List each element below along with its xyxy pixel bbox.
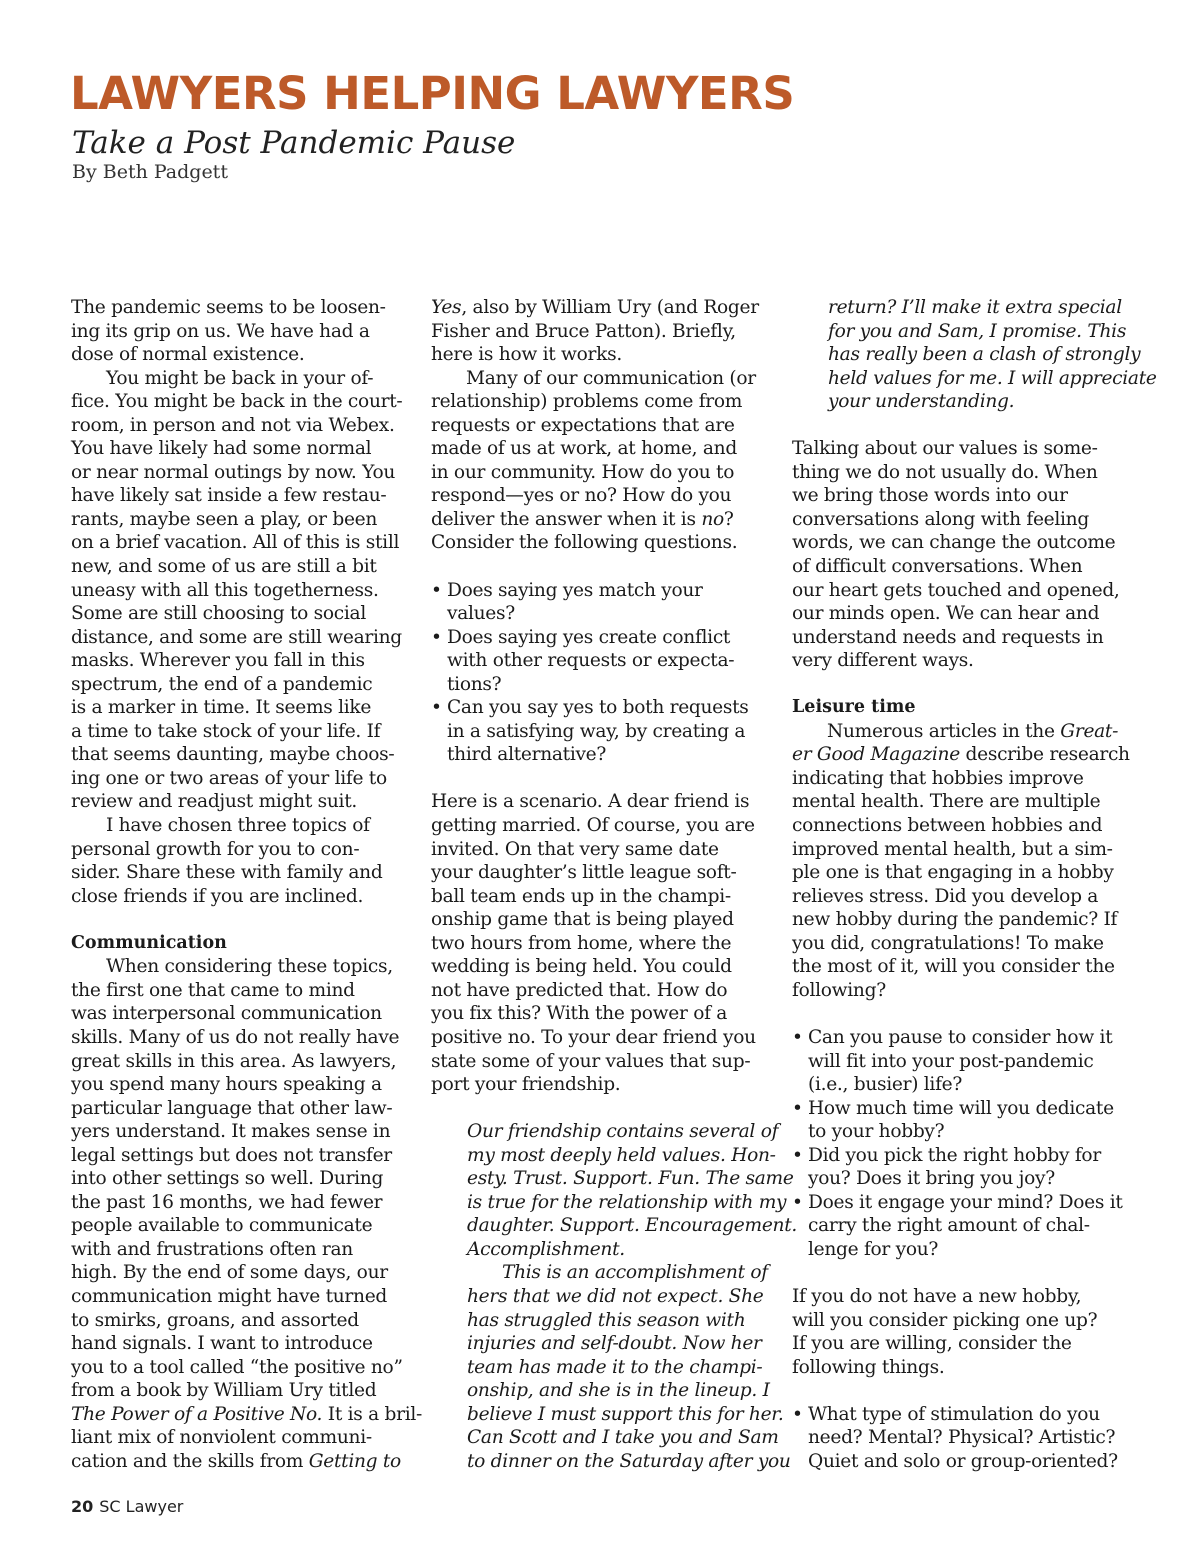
bullet-item: • Can you say yes to both requests: [431, 697, 749, 719]
text-line: for you and Sam, I promise. This: [828, 320, 1127, 342]
paragraph: [71, 1426, 415, 1450]
text-line: our heart gets touched and opened,: [792, 579, 1120, 601]
byline: By Beth Padgett: [72, 161, 228, 183]
text-line: mental health. There are multiple: [792, 791, 1101, 813]
text-line: Consider the following questions.: [431, 532, 738, 554]
text-line: words, we can change the outcome: [792, 532, 1116, 554]
text-line: your daughter’s little league soft-: [431, 862, 737, 884]
bullet-item-continuation: you? Does it bring you joy?: [808, 1168, 1055, 1190]
quote-paragraph: [467, 1285, 791, 1473]
paragraph: [431, 367, 775, 508]
quote-paragraph: [467, 1120, 797, 1261]
bullet-item: • How much time will you dedicate: [792, 1097, 1114, 1119]
text-line: you did, congratulations! To make: [792, 932, 1104, 954]
section-heading-leisure-time: Leisure time: [792, 697, 916, 718]
paragraph: [431, 320, 775, 367]
bullet-item-continuation: will fit into your post-pandemic: [808, 1050, 1094, 1072]
text-line: requests or expectations that are: [431, 414, 735, 436]
text-line: we bring those words into our: [792, 485, 1068, 507]
bullet-icon: •: [792, 1191, 803, 1213]
text-line: you to a tool called “the positive no”: [71, 1356, 403, 1378]
text-line: held values for me. I will appreciate: [828, 367, 1157, 389]
text-line: Numerous articles in the Great-: [827, 720, 1119, 742]
text-line: to dinner on the Saturday after you: [467, 1450, 791, 1472]
text-line: that seems daunting, maybe choos-: [71, 744, 395, 766]
text-line: Fisher and Bruce Patton). Briefly,: [431, 320, 736, 342]
text-line: with and frustrations often ran: [71, 1238, 353, 1260]
text-line: Our friendship contains several of: [467, 1121, 779, 1143]
bullet-item: • Can you pause to consider how it: [792, 1026, 1113, 1048]
text-line: ing its grip on us. We have had a: [71, 320, 370, 342]
text-line: my most deeply held values. Hon-: [467, 1144, 776, 1166]
text-line: skills. Many of us do not really have: [71, 1026, 400, 1048]
text-line: liant mix of nonviolent communi-: [71, 1427, 372, 1449]
text-line: er Good Magazine describe research: [792, 744, 1130, 766]
text-line: Many of our communication (or: [466, 367, 756, 389]
text-line: you fix this? With the power of a: [431, 1003, 728, 1025]
text-line: This is an accomplishment of: [502, 1262, 768, 1284]
text-line: deliver the answer when it is no?: [431, 508, 734, 530]
text-line: daughter. Support. Encouragement.: [467, 1215, 797, 1237]
text-line: hand signals. I want to introduce: [71, 1333, 373, 1355]
text-line: relieves stress. Did you develop a: [792, 885, 1099, 907]
text-line: dose of normal existence.: [71, 344, 305, 366]
block-quote: [792, 296, 1157, 414]
text-line: positive no. To your dear friend you: [431, 1026, 756, 1048]
text-line: hers that we did not expect. She: [467, 1285, 764, 1307]
text-line: relationship) problems come from: [431, 391, 743, 413]
bullet-item: • Did you pick the right hobby for: [792, 1144, 1101, 1166]
text-line: particular language that other law-: [71, 1097, 393, 1119]
bullet-item: • Does saying yes create conflict: [431, 626, 731, 648]
text-line: return? I’ll make it extra special: [828, 297, 1122, 318]
text-line: you spend many hours speaking a: [71, 1074, 382, 1096]
text-line: respond—yes or no? How do you: [431, 485, 732, 507]
text-line: the past 16 months, we had fewer: [71, 1191, 383, 1213]
text-line: state some of your values that sup-: [431, 1050, 751, 1072]
paragraph: [792, 1285, 1136, 1379]
paragraph: [71, 296, 415, 367]
bullet-item-continuation: tions?: [447, 673, 502, 695]
bullet-item-continuation: to your hobby?: [808, 1121, 945, 1143]
text-line: You might be back in your of-: [106, 367, 374, 389]
bullet-item-continuation: lenge for you?: [808, 1238, 939, 1260]
text-line: cation and the skills from Getting to: [71, 1450, 401, 1472]
text-line: the first one that came to mind: [71, 979, 355, 1001]
text-line: onship game that is being played: [431, 909, 734, 931]
text-line: Accomplishment.: [467, 1238, 625, 1260]
text-line: understand needs and requests in: [792, 626, 1104, 648]
bullet-icon: •: [431, 579, 442, 601]
text-line: The Power of a Positive No. It is a bril-: [71, 1403, 422, 1425]
text-line: new, and some of us are still a bit: [71, 556, 377, 578]
text-line: The pandemic seems to be loosen-: [71, 297, 386, 318]
text-line: or near normal outings by now. You: [71, 461, 396, 483]
bullet-item-continuation: in a satisfying way, by creating a: [447, 720, 746, 742]
text-line: injuries and self-doubt. Now her: [467, 1333, 762, 1355]
text-line: personal growth for you to con-: [71, 838, 360, 860]
text-line: have likely sat inside a few restau-: [71, 485, 387, 507]
text-line: conversations along with feeling: [792, 508, 1089, 530]
bullet-item-continuation: need? Mental? Physical? Artistic?: [808, 1427, 1116, 1449]
bullet-item: • What type of stimulation do you: [792, 1403, 1100, 1425]
bullet-item: • Does it engage your mind? Does it: [792, 1191, 1123, 1213]
text-line: ing one or two areas of your life to: [71, 767, 387, 789]
text-line: on a brief vacation. All of this is still: [71, 532, 400, 554]
page-title: LAWYERS HELPING LAWYERS: [70, 67, 795, 120]
text-line: When considering these topics,: [106, 956, 393, 978]
text-line: two hours from home, where the: [431, 932, 732, 954]
section-heading-communication: Communication: [71, 932, 227, 953]
text-line: room, in person and not via Webex.: [71, 414, 395, 436]
bullet-icon: •: [431, 697, 442, 719]
text-line: into other settings so well. During: [71, 1168, 384, 1190]
bullet-item-continuation: third alternative?: [447, 744, 607, 766]
text-line: your understanding.: [828, 391, 1015, 413]
text-line: rants, maybe seen a play, or been: [71, 508, 378, 530]
text-line: yers understand. It makes sense in: [71, 1121, 391, 1143]
text-line: port your friendship.: [431, 1074, 621, 1096]
text-line: legal settings but does not transfer: [71, 1144, 392, 1166]
paragraph: [792, 767, 1136, 1002]
bullet-list: [431, 579, 775, 767]
text-line: connections between hobbies and: [792, 815, 1103, 837]
bullet-list: [792, 1026, 1136, 1261]
text-line: review and readjust might suit.: [71, 791, 357, 813]
bullet-item-continuation: carry the right amount of chal-: [808, 1215, 1090, 1237]
text-line: If you are willing, consider the: [792, 1333, 1072, 1355]
text-line: distance, and some are still wearing: [71, 626, 402, 648]
bullet-icon: •: [792, 1097, 803, 1119]
text-line: onship, and she is in the lineup. I: [467, 1380, 770, 1402]
bullet-icon: •: [792, 1144, 803, 1166]
text-line: was interpersonal communication: [71, 1003, 382, 1025]
paragraph: [792, 437, 1136, 672]
bullet-icon: •: [431, 626, 442, 648]
block-quote: [431, 1120, 797, 1473]
bullet-item-continuation: (i.e., busier) life?: [808, 1074, 963, 1096]
text-line: indicating that hobbies improve: [792, 767, 1084, 789]
paragraph: [71, 367, 415, 814]
text-line: of difficult conversations. When: [792, 556, 1083, 578]
text-line: here is how it works.: [431, 344, 622, 366]
text-line: You have likely had some normal: [71, 438, 372, 460]
page-footer: [71, 1497, 183, 1516]
text-line: ball team ends up in the champi-: [431, 885, 731, 907]
text-line: is true for the relationship with my: [467, 1191, 787, 1213]
text-line: masks. Wherever you fall in this: [71, 650, 365, 672]
text-line: to smirks, groans, and assorted: [71, 1309, 359, 1331]
text-line: believe I must support this for her.: [467, 1403, 784, 1425]
text-line: If you do not have a new hobby,: [792, 1285, 1082, 1307]
text-line: invited. On that very same date: [431, 838, 719, 860]
text-line: our minds open. We can hear and: [792, 603, 1100, 625]
text-line: uneasy with all this togetherness.: [71, 579, 379, 601]
text-line: team has made it to the champi-: [467, 1356, 763, 1378]
text-line: very different ways.: [792, 650, 974, 672]
text-line: communication might have turned: [71, 1285, 388, 1307]
text-line: esty. Trust. Support. Fun. The same: [467, 1168, 794, 1190]
bullet-icon: •: [792, 1026, 803, 1048]
column-1: [71, 296, 422, 1473]
paragraph: [71, 955, 415, 1402]
column-2: [431, 296, 797, 1473]
text-line: wedding is being held. You could: [431, 956, 732, 978]
text-line: following things.: [792, 1356, 945, 1378]
article-subtitle: Take a Post Pandemic Pause: [72, 125, 516, 161]
paragraph: [71, 814, 415, 908]
text-line: has struggled this season with: [467, 1309, 746, 1331]
text-line: from a book by William Ury titled: [71, 1380, 377, 1402]
publication-name: SC Lawyer: [99, 1497, 184, 1516]
text-line: people available to communicate: [71, 1215, 373, 1237]
text-line: Here is a scenario. A dear friend is: [431, 791, 750, 813]
text-line: ple one is that engaging in a hobby: [792, 862, 1114, 884]
text-line: Can Scott and I take you and Sam: [467, 1427, 779, 1449]
text-line: sider. Share these with family and: [71, 862, 383, 884]
text-line: thing we do not usually do. When: [792, 461, 1098, 483]
text-line: will you consider picking one up?: [792, 1309, 1098, 1331]
text-line: improved mental health, but a sim-: [792, 838, 1113, 860]
text-line: in our community. How do you to: [431, 461, 735, 483]
text-line: fice. You might be back in the court-: [71, 391, 403, 413]
text-line: close friends if you are inclined.: [71, 885, 364, 907]
text-line: Talking about our values is some-: [792, 438, 1098, 460]
page-number: 20: [71, 1497, 94, 1516]
text-line: following?: [792, 979, 886, 1001]
text-line: not have predicted that. How do: [431, 979, 728, 1001]
bullet-item: • Does saying yes match your: [431, 579, 703, 601]
text-line: the most of it, will you consider the: [792, 956, 1115, 978]
text-line: Yes, also by William Ury (and Roger: [431, 297, 759, 318]
text-line: a time to take stock of your life. If: [71, 720, 381, 742]
bullet-item-continuation: values?: [447, 603, 515, 625]
text-line: made of us at work, at home, and: [431, 438, 737, 460]
text-line: has really been a clash of strongly: [828, 344, 1141, 366]
text-line: new hobby during the pandemic? If: [792, 909, 1118, 931]
column-3: [792, 296, 1157, 1473]
text-line: is a marker in time. It seems like: [71, 697, 372, 719]
bullet-list: [792, 1403, 1136, 1474]
bullet-item-continuation: with other requests or expecta-: [447, 650, 735, 672]
text-line: high. By the end of some days, our: [71, 1262, 388, 1284]
text-line: getting married. Of course, you are: [431, 815, 755, 837]
text-line: spectrum, the end of a pandemic: [71, 673, 373, 695]
bullet-item-continuation: Quiet and solo or group-oriented?: [808, 1450, 1118, 1472]
paragraph: [431, 790, 775, 1096]
text-line: Some are still choosing to social: [71, 603, 366, 625]
bullet-icon: •: [792, 1403, 803, 1425]
text-line: great skills in this area. As lawyers,: [71, 1050, 397, 1072]
text-line: I have chosen three topics of: [106, 815, 370, 837]
